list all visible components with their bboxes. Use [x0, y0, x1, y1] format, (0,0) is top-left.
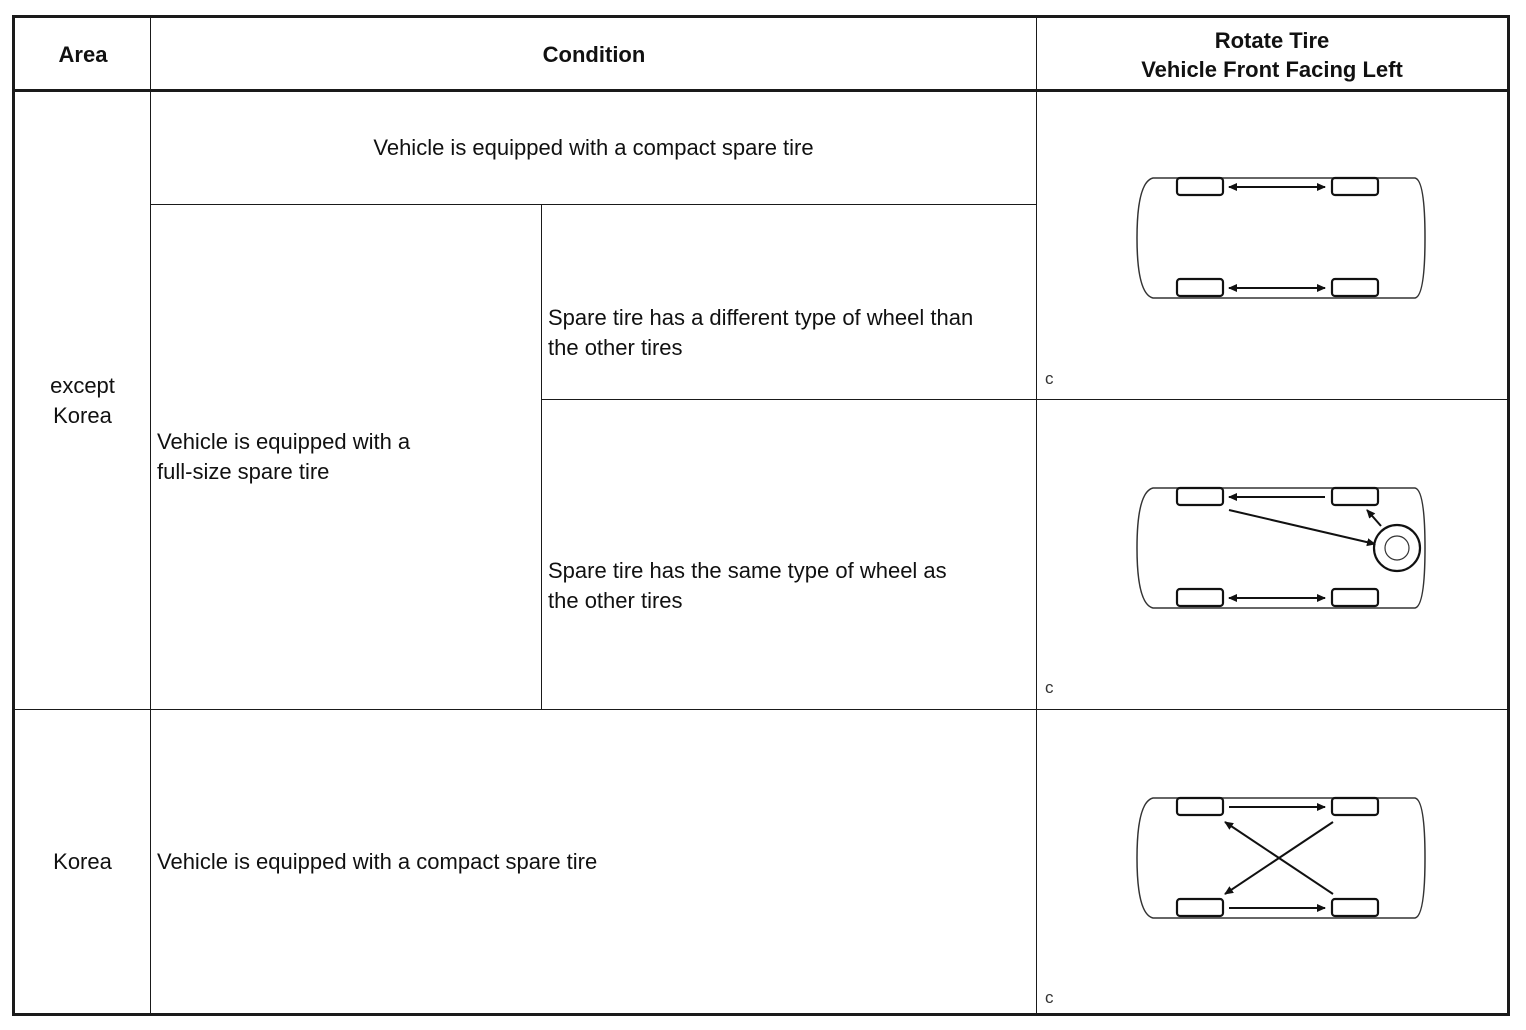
condition-same-wheel-label: Spare tire has the same type of wheel as the other tires: [548, 558, 947, 613]
condition-different-wheel: [542, 273, 1036, 363]
condition-compact-spare: [151, 92, 1036, 204]
header-condition: [151, 18, 1037, 91]
header-area-label: Area: [58, 41, 108, 67]
header-rotate-line1: Rotate Tire: [1214, 27, 1330, 53]
area-except-korea-label: except Korea: [50, 372, 115, 428]
condition-korea-compact: [151, 710, 1036, 1013]
header-area: [15, 18, 151, 91]
row-divider-wheel: [542, 399, 1507, 400]
condition-fullsize-spare-label: Vehicle is equipped with a full-size spare tire: [157, 429, 411, 484]
area-except-korea: [15, 92, 150, 709]
diagram-note-2: c: [1045, 678, 1054, 697]
area-korea-label: Korea: [53, 848, 112, 874]
diagram-note-3: c: [1045, 988, 1054, 1007]
area-korea: [15, 710, 150, 1013]
condition-korea-compact-label: Vehicle is equipped with a compact spare tire: [157, 848, 598, 874]
header-condition-label: Condition: [542, 41, 646, 67]
condition-compact-spare-label: Vehicle is equipped with a compact spare tire: [373, 135, 814, 160]
header-rotate: [1037, 18, 1507, 91]
col-divider-rotate: [1036, 18, 1037, 1013]
rotation-diagram-five-tire: [1125, 478, 1435, 618]
rotation-diagram-cross: [1125, 788, 1435, 928]
diagram-note-1: c: [1045, 369, 1054, 388]
header-rotate-line2: Vehicle Front Facing Left: [1141, 56, 1403, 82]
condition-fullsize-spare: [151, 205, 541, 709]
condition-different-wheel-label: Spare tire has a different type of wheel than the other tires: [548, 305, 974, 360]
rotation-diagram-front-rear: [1125, 168, 1435, 308]
condition-same-wheel: [542, 526, 1036, 616]
tire-rotation-table: [12, 15, 1510, 1016]
